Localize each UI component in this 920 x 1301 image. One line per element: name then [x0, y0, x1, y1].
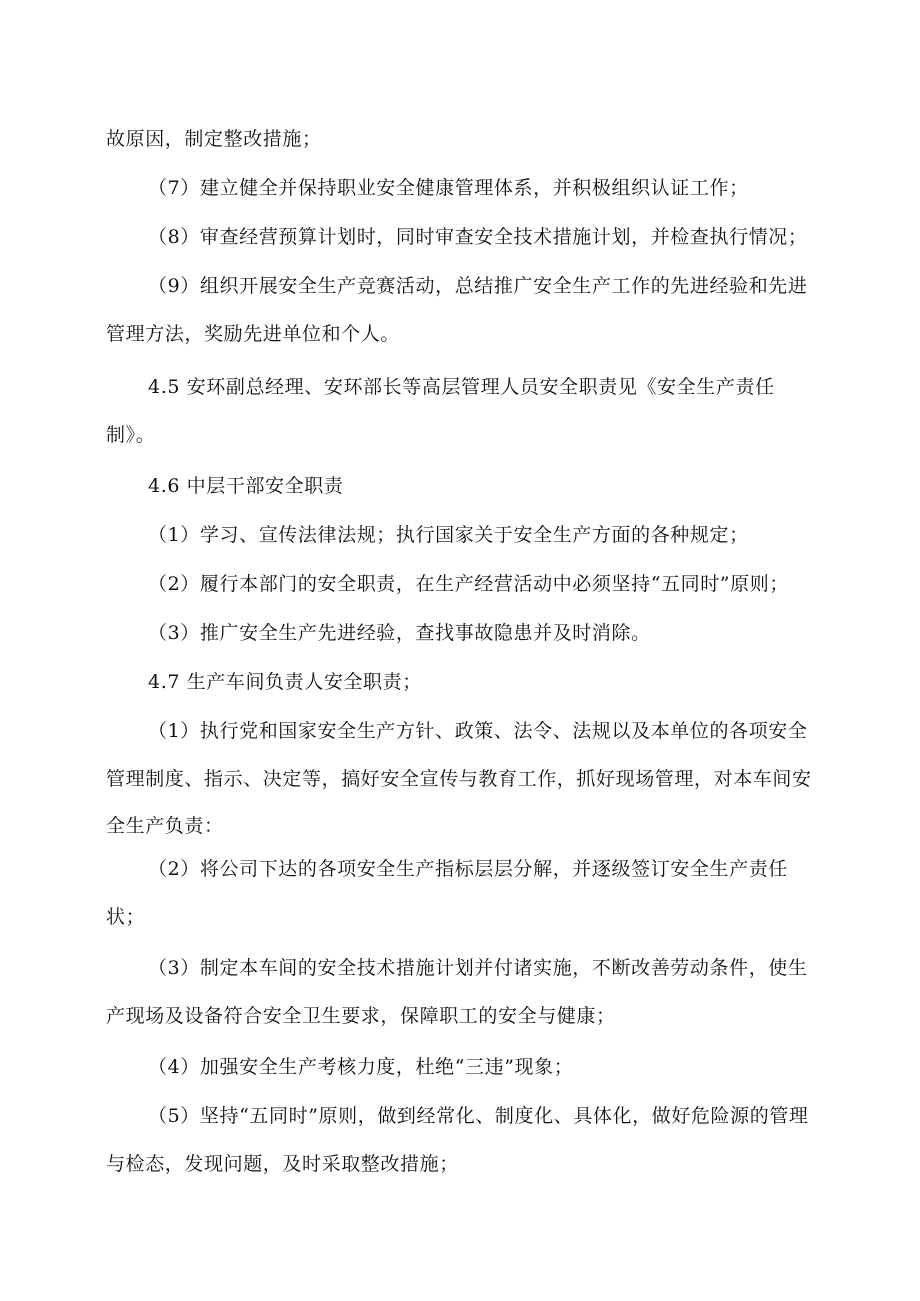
paragraph-item-1: （1）执行党和国家安全生产方针、政策、法令、法规以及本单位的各项安全管理制度、指示、决定等，搞好安全宣传与教育工作，抓好现场管理，对本车间安全生产负责：	[106, 720, 812, 837]
paragraph-section-4-5: 4.5 安环副总经理、安环部长等高层管理人员安全职责见《安全生产责任制》。	[106, 376, 775, 446]
paragraph-item-3: （3）推广安全生产先进经验，查找事故隐患并及时消除。	[148, 622, 651, 644]
paragraph-item-1: （1）学习、宣传法律法规；执行国家关于安全生产方面的各种规定；	[148, 524, 749, 546]
paragraph-item-9: （9）组织开展安全生产竞赛活动，总结推广安全生产工作的先进经验和先进管理方法，奖励先进单位和个人。	[106, 275, 808, 345]
section-heading-4-7: 4.7 生产车间负责人安全职责；	[148, 671, 422, 693]
paragraph-item-3: （3）制定本车间的安全技术措施计划并付诸实施，不断改善劳动条件，使生产现场及设备符合安全卫生要求，保障职工的安全与健康；	[106, 957, 808, 1027]
paragraph-item-2: （2）履行本部门的安全职责，在生产经营活动中必须坚持“五同时”原则；	[148, 573, 789, 595]
paragraph-item-8: （8）审查经营预算计划时，同时审查安全技术措施计划，并检查执行情况；	[148, 226, 808, 248]
paragraph-item-5: （5）坚持“五同时”原则，做到经常化、制度化、具体化，做好危险源的管理与检态，发现问题，及时采取整改措施；	[106, 1105, 809, 1175]
section-heading-4-6: 4.6 中层干部安全职责	[148, 475, 344, 497]
paragraph-item-2: （2）将公司下达的各项安全生产指标层层分解，并逐级签订安全生产责任状；	[106, 858, 788, 928]
paragraph-item-7: （7）建立健全并保持职业安全健康管理体系，并积极组织认证工作；	[148, 177, 749, 199]
paragraph-continuation: 故原因，制定整改措施；	[106, 128, 322, 150]
paragraph-item-4: （4）加强安全生产考核力度，杜绝“三违”现象；	[148, 1056, 574, 1078]
